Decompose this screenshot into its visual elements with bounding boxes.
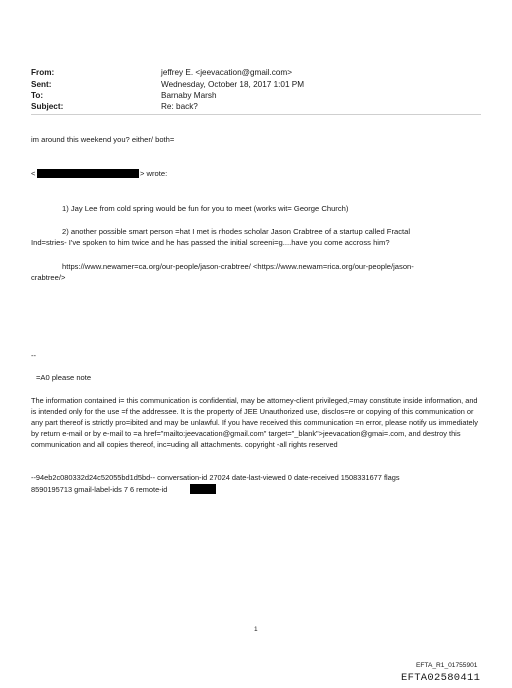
to-label: To: (31, 91, 44, 100)
metadata-line-1: --94eb2c080332d24c52055bd1d5bd-- conversation-id 27024 date-last-viewed 0 date-received 1508331677 flags (31, 473, 400, 482)
quote-open: < (31, 169, 36, 178)
list-item-2-line-1: 2) another possible smart person =hat I met is rhodes scholar Jason Crabtree of a startup called Fractal (62, 227, 411, 236)
metadata-line-2: 8590195713 gmail-label-ids 7 6 remote-id (31, 485, 168, 494)
please-note-line: =A0 please note (36, 373, 92, 382)
redaction-bar (37, 169, 139, 178)
subject-label: Subject: (31, 102, 64, 111)
subject-value: Re: back? (161, 102, 198, 111)
page-number: 1 (254, 626, 258, 633)
reply-line: im around this weekend you? either/ both= (31, 135, 175, 144)
from-label: From: (31, 68, 55, 77)
sent-value: Wednesday, October 18, 2017 1:01 PM (161, 80, 305, 89)
to-value: Barnaby Marsh (161, 91, 217, 100)
quote-wrote: > wrote: (140, 169, 168, 178)
url-line-1: https://www.newamer=ca.org/our-people/jason-crabtree/ <https://www.newam=rica.org/our-people/jason- (62, 262, 414, 271)
confidentiality-disclaimer: The information contained i= this communication is confidential, may be attorney-client privileged,=may constitute inside information, and is intended only for the use =f the addressee. It is the property of JEE Unauthorized use, disclos=re or copying of this communication or any part thereof is strictly pro=ibited and may be unlawful. If you have received this communication =n error, please notify us immediately by return e-mail or by e-mail to =a href="mailto:jeevacation@gmail.com" target="_blank">jeevacation@gmai=.com, and destroy this communication and all copies thereof, inc=uding all attachments. copyright -all rights reserved (31, 396, 478, 449)
from-value: jeffrey E. <jeevacation@gmail.com> (161, 68, 293, 77)
list-item-1: 1) Jay Lee from cold spring would be fun for you to meet (works wit= George Church) (62, 204, 349, 213)
url-line-2: crabtree/> (31, 273, 66, 282)
redaction-bar (190, 484, 216, 494)
bates-number-large: EFTA02580411 (401, 672, 481, 684)
signature-dashes: -- (31, 351, 37, 360)
bates-number-small: EFTA_R1_01755901 (416, 662, 478, 669)
list-item-2-line-2: Ind=stries- I've spoken to him twice and he has passed the initial screeni=g....have you come accross him? (31, 238, 390, 247)
header-divider (31, 114, 481, 115)
sent-label: Sent: (31, 80, 52, 89)
